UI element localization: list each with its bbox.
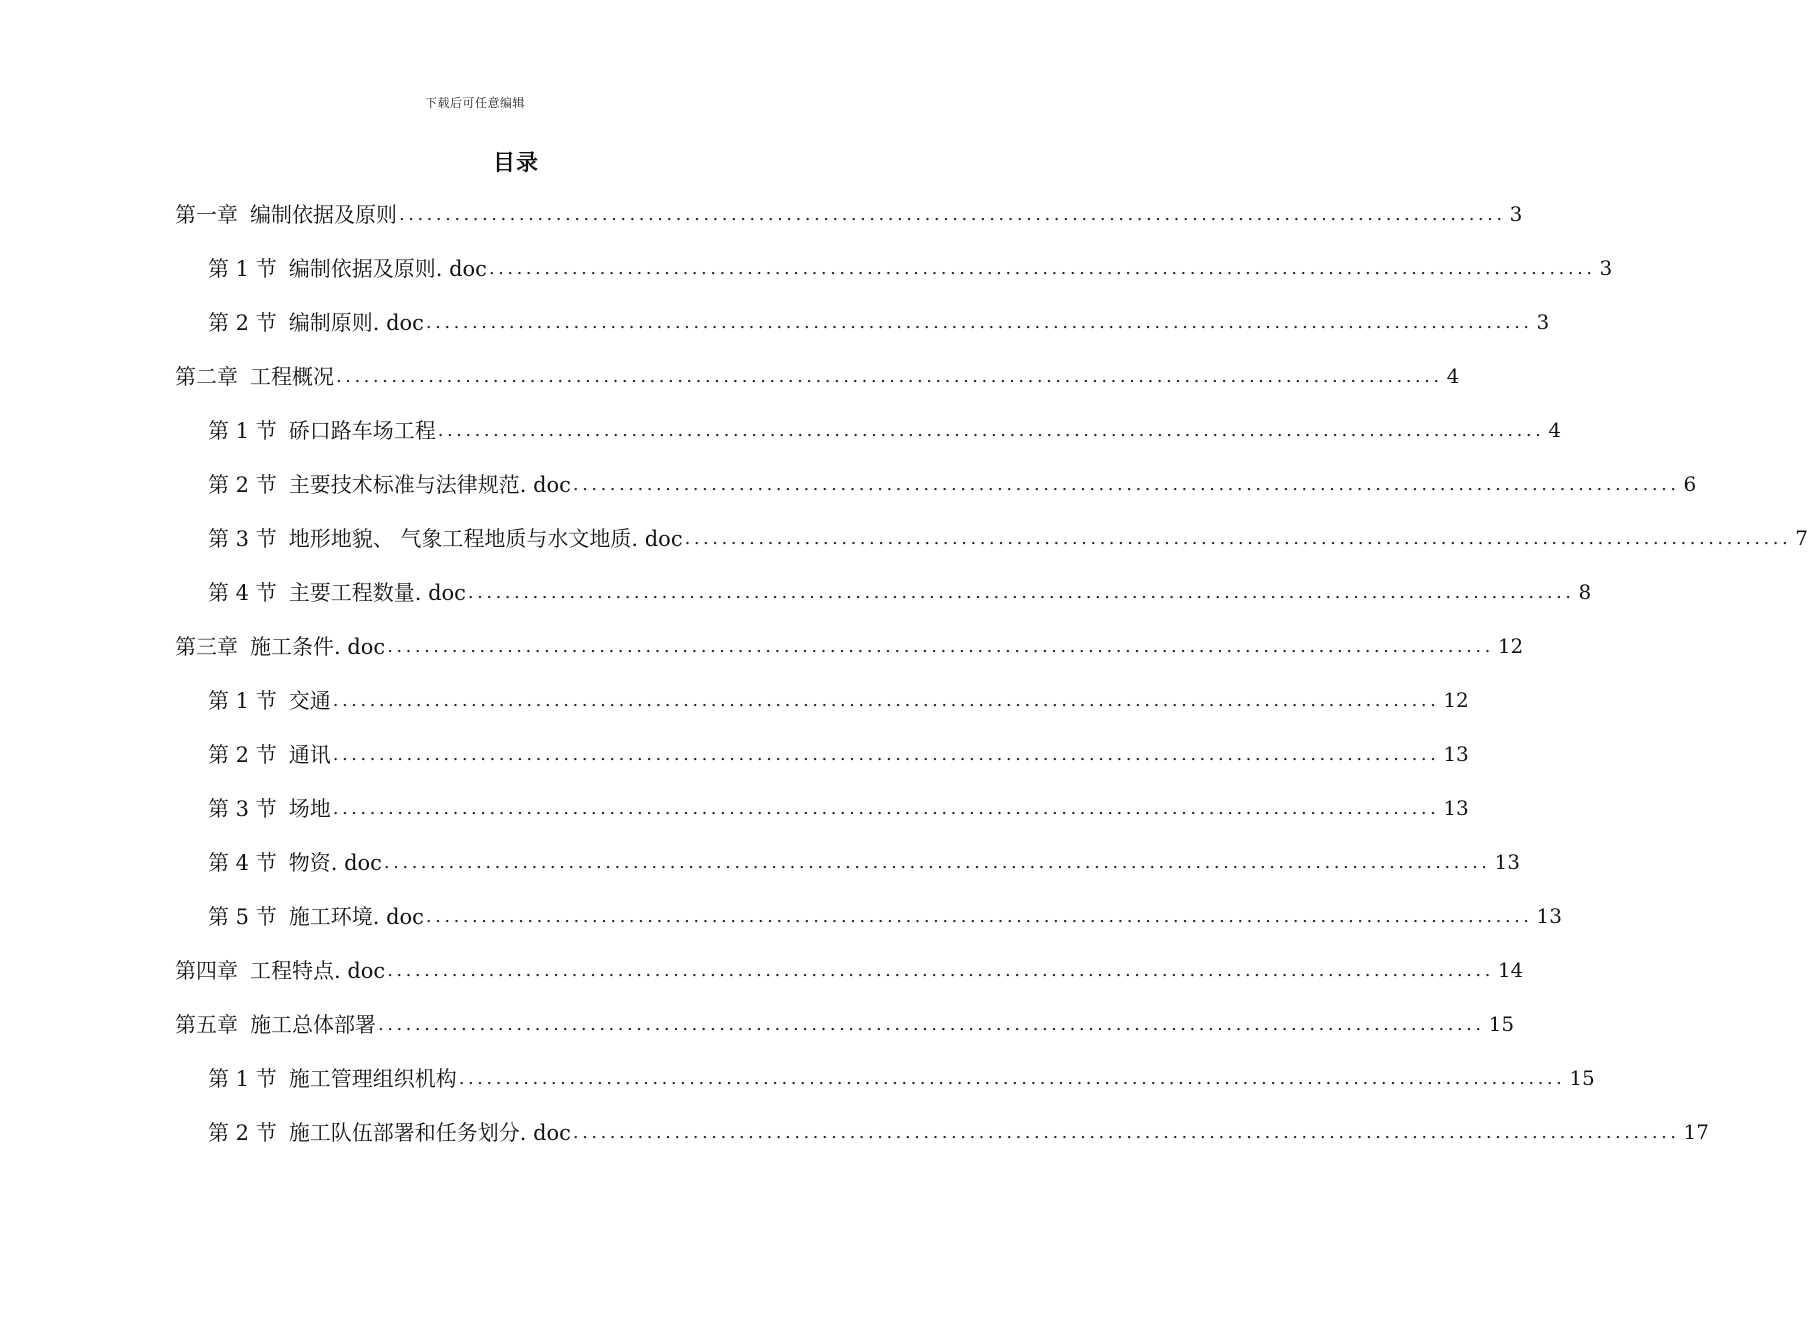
toc-entry-title: 通讯 <box>288 743 331 767</box>
toc-entry-number: 第 2 节 <box>208 311 277 335</box>
toc-entry-title: 物资. doc <box>288 851 382 875</box>
toc-section-entry[interactable] <box>208 1051 1595 1105</box>
toc-dot-leader: ........................................................................................................................ <box>332 689 1440 711</box>
toc-entry-number: 第二章 <box>175 365 238 389</box>
toc-entry-title: 编制原则. doc <box>288 311 424 335</box>
toc-dot-leader: ........................................................................................................................ <box>488 257 1596 279</box>
toc-chapter-entry[interactable] <box>175 619 1524 673</box>
toc-section-entry[interactable] <box>208 457 1697 511</box>
toc-entry-number: 第 3 节 <box>208 527 277 551</box>
toc-chapter-entry[interactable] <box>175 187 1523 241</box>
toc-section-entry[interactable] <box>208 295 1550 349</box>
toc-entry-page: 12 <box>1497 634 1524 658</box>
toc-dot-leader: ........................................................................................................................ <box>425 311 1533 333</box>
toc-entry-number: 第 4 节 <box>208 581 277 605</box>
toc-entry-number: 第 1 节 <box>208 257 277 281</box>
toc-entry-title: 主要工程数量. doc <box>288 581 466 605</box>
toc-entry-title: 地形地貌、 气象工程地质与水文地质. doc <box>288 527 683 551</box>
toc-entry-number: 第 4 节 <box>208 851 277 875</box>
toc-entry-title: 编制依据及原则 <box>250 203 397 227</box>
toc-section-entry[interactable] <box>208 781 1469 835</box>
toc-dot-leader: ........................................................................................................................ <box>425 905 1533 927</box>
toc-entry-title: 场地 <box>288 797 331 821</box>
toc-dot-leader: ........................................................................................................................ <box>399 203 1506 225</box>
toc-entry-page: 13 <box>1494 850 1520 874</box>
toc-entry-page: 15 <box>1488 1012 1515 1036</box>
toc-entry-title: 工程特点. doc <box>250 959 386 983</box>
toc-entry-page: 4 <box>1446 364 1460 388</box>
toc-entry-page: 3 <box>1509 202 1523 226</box>
toc-dot-leader: ........................................................................................................................ <box>387 959 1494 981</box>
toc-dot-leader: ........................................................................................................................ <box>332 743 1440 765</box>
toc-entry-title: 交通 <box>288 689 331 713</box>
toc-section-entry[interactable] <box>208 727 1469 781</box>
header-note: 下载后可任意编辑 <box>424 96 525 110</box>
toc-entry-page: 14 <box>1497 958 1524 982</box>
toc-entry-number: 第 3 节 <box>208 797 277 821</box>
toc-chapter-entry[interactable] <box>175 997 1515 1051</box>
toc-entry-page: 3 <box>1536 310 1550 334</box>
toc-dot-leader: ........................................................................................................................ <box>387 635 1494 657</box>
toc-section-entry[interactable] <box>208 1105 1709 1159</box>
toc-title: 目录 <box>492 151 539 176</box>
toc-dot-leader: ........................................................................................................................ <box>332 797 1440 819</box>
toc-dot-leader: ........................................................................................................................ <box>336 365 1443 387</box>
toc-section-entry[interactable] <box>208 565 1592 619</box>
toc-entry-title: 施工队伍部署和任务划分. doc <box>288 1121 571 1145</box>
toc-section-entry[interactable] <box>208 673 1469 727</box>
toc-dot-leader: ........................................................................................................................ <box>378 1013 1485 1035</box>
toc-chapter-entry[interactable] <box>175 943 1524 997</box>
toc-dot-leader: ........................................................................................................................ <box>467 581 1575 603</box>
toc-entry-number: 第 2 节 <box>208 1121 277 1145</box>
toc-entry-page: 12 <box>1443 688 1469 712</box>
toc-entry-title: 硚口路车场工程 <box>288 419 436 443</box>
toc-section-entry[interactable] <box>208 241 1613 295</box>
toc-entry-number: 第 1 节 <box>208 1067 277 1091</box>
toc-entry-number: 第五章 <box>175 1013 238 1037</box>
toc-dot-leader: ........................................................................................................................ <box>383 851 1491 873</box>
toc-entry-number: 第 1 节 <box>208 689 277 713</box>
toc-entry-page: 4 <box>1548 418 1562 442</box>
toc-dot-leader: ........................................................................................................................ <box>572 473 1680 495</box>
toc-entry-number: 第四章 <box>175 959 238 983</box>
toc-entry-number: 第 5 节 <box>208 905 277 929</box>
toc-entry-page: 13 <box>1443 742 1469 766</box>
toc-dot-leader: ........................................................................................................................ <box>437 419 1545 441</box>
toc-entry-title: 施工管理组织机构 <box>288 1067 457 1091</box>
toc-chapter-entry[interactable] <box>175 349 1460 403</box>
toc-entry-page: 17 <box>1683 1120 1709 1144</box>
toc-entry-page: 7 <box>1795 526 1808 550</box>
toc-entry-number: 第 2 节 <box>208 473 277 497</box>
toc-dot-leader: ........................................................................................................................ <box>684 527 1792 549</box>
toc-entry-title: 工程概况 <box>250 365 334 389</box>
toc-section-entry[interactable] <box>208 511 1808 565</box>
toc-entry-number: 第 2 节 <box>208 743 277 767</box>
toc-section-entry[interactable] <box>208 403 1562 457</box>
toc-entry-page: 6 <box>1683 472 1697 496</box>
toc-entry-title: 主要技术标准与法律规范. doc <box>288 473 571 497</box>
toc-dot-leader: ........................................................................................................................ <box>458 1067 1566 1089</box>
toc-entry-title: 施工总体部署 <box>250 1013 376 1037</box>
toc-entry-number: 第三章 <box>175 635 238 659</box>
toc-entry-title: 施工条件. doc <box>250 635 386 659</box>
toc-dot-leader: ........................................................................................................................ <box>572 1121 1680 1143</box>
toc-section-entry[interactable] <box>208 889 1562 943</box>
toc-entry-number: 第 1 节 <box>208 419 277 443</box>
toc-entry-page: 15 <box>1569 1066 1595 1090</box>
toc-entry-page: 3 <box>1599 256 1613 280</box>
toc-entry-title: 施工环境. doc <box>288 905 424 929</box>
toc-entry-number: 第一章 <box>175 203 238 227</box>
toc-entry-page: 8 <box>1578 580 1592 604</box>
toc-entry-page: 13 <box>1443 796 1469 820</box>
toc-entry-page: 13 <box>1536 904 1562 928</box>
toc-section-entry[interactable] <box>208 835 1520 889</box>
toc-entry-title: 编制依据及原则. doc <box>288 257 487 281</box>
